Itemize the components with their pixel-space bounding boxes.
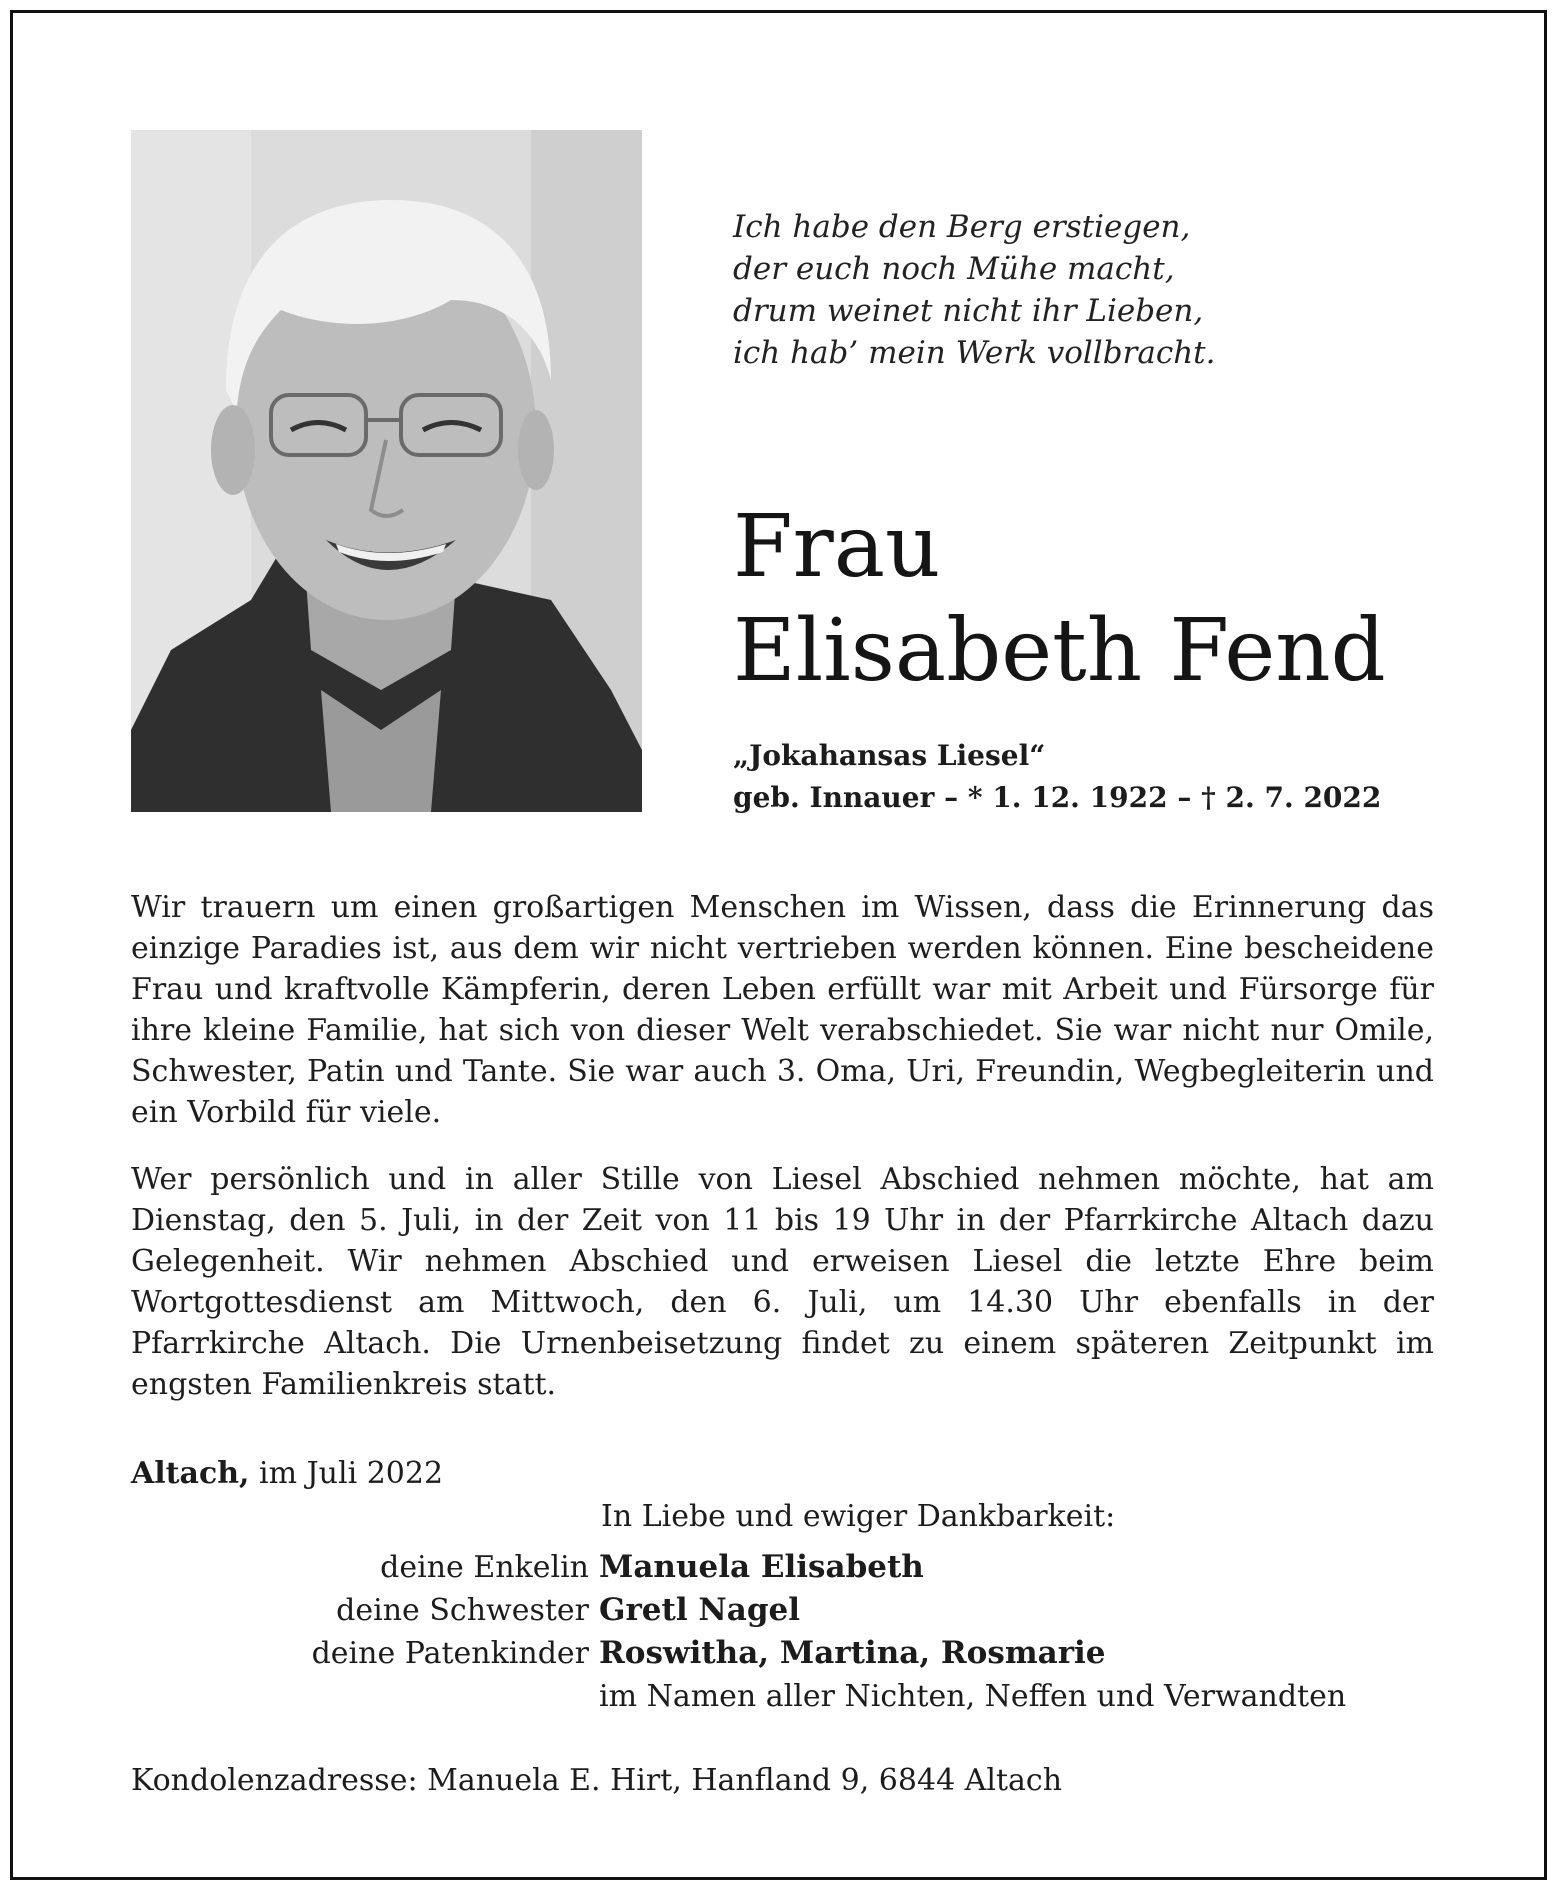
signer-role: deine Enkelin xyxy=(380,1550,589,1585)
condolence-address: Kondolenzadresse: Manuela E. Hirt, Hanfland 9, 6844 Altach xyxy=(131,1763,1063,1798)
signer-row xyxy=(131,1632,1451,1675)
signer-row xyxy=(131,1589,1451,1632)
nickname: „Jokahansas Liesel“ xyxy=(733,739,1046,772)
poem-line: ich hab’ mein Werk vollbracht. xyxy=(733,335,1216,371)
poem-line: drum weinet nicht ihr Lieben, xyxy=(733,293,1204,329)
signer-names: Roswitha, Martina, Rosmarie xyxy=(599,1635,1106,1671)
poem xyxy=(733,206,1216,374)
signers-note: im Namen aller Nichten, Neffen und Verwandten xyxy=(599,1679,1347,1714)
place-town: Altach, xyxy=(131,1456,250,1491)
paragraph-tribute: Wir trauern um einen großartigen Menschen im Wissen, dass die Erinnerung das einzige Paradies ist, aus dem wir nicht vertrieben werden können. Eine bescheidene Frau und kraftvolle Kämpferin, deren Leben erfüllt war mit Arbeit und Fürsorge für ihre kleine Familie, hat sich von dieser Welt verabschiedet. Sie war nicht nur Omile, Schwester, Patin und Tante. Sie war auch 3. Oma, Uri, Freundin, Wegbegleiterin und ein Vorbild für viele. xyxy=(131,890,1434,1130)
portrait-image xyxy=(131,130,642,812)
place-date xyxy=(131,1453,443,1494)
deceased-title xyxy=(733,495,1386,703)
salutation: Frau xyxy=(733,497,941,597)
place-date-text: im Juli 2022 xyxy=(259,1456,444,1491)
signer-role: deine Patenkinder xyxy=(311,1636,589,1671)
signer-row xyxy=(131,1546,1451,1589)
paragraph-service-info: Wer persönlich und in aller Stille von Liesel Abschied nehmen möchte, hat am Dienstag, den 5. Juli, in der Zeit von 11 bis 19 Uhr in der Pfarrkirche Altach dazu Gelegenheit. Wir nehmen Abschied und erweisen Liesel die letzte Ehre beim Wortgottesdienst am Mittwoch, den 6. Juli, um 14.30 Uhr ebenfalls in der Pfarrkirche Altach. Die Urnenbeisetzung findet zu einem späteren Zeitpunkt im engsten Familienkreis statt. xyxy=(131,1162,1434,1402)
portrait-photo xyxy=(131,130,642,812)
signer-role: deine Schwester xyxy=(336,1593,589,1628)
signer-names: Manuela Elisabeth xyxy=(599,1549,924,1585)
thanks-line: In Liebe und ewiger Dankbarkeit: xyxy=(601,1499,1116,1534)
poem-line: Ich habe den Berg erstiegen, xyxy=(733,209,1191,245)
signer-names: Gretl Nagel xyxy=(599,1592,801,1628)
birth-death-line: geb. Innauer – * 1. 12. 1922 – † 2. 7. 2022 xyxy=(733,781,1382,814)
signers-list xyxy=(131,1546,1451,1718)
deceased-name: Elisabeth Fend xyxy=(733,601,1386,701)
poem-line: der euch noch Mühe macht, xyxy=(733,251,1175,287)
